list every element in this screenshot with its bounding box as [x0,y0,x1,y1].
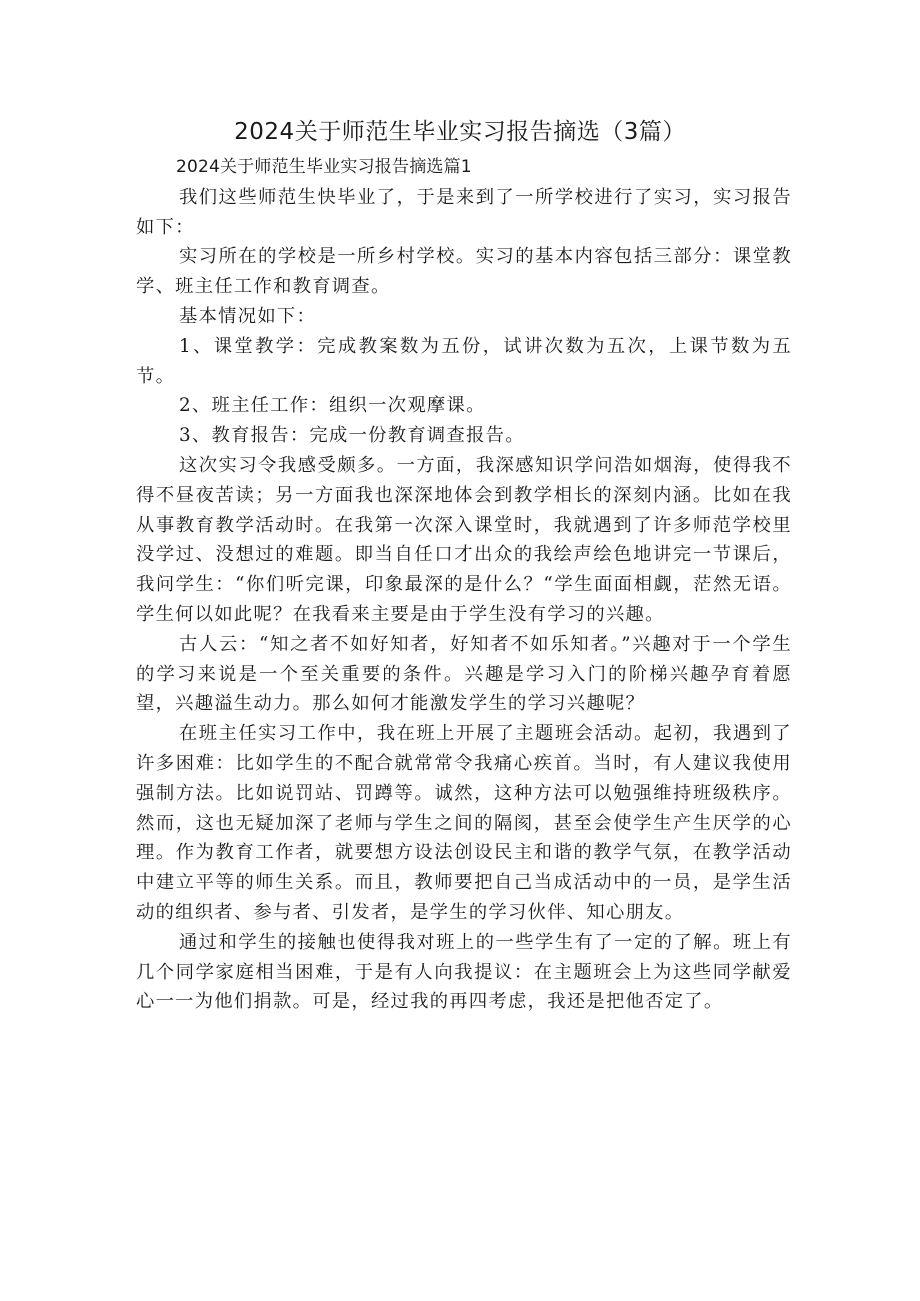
paragraph-school: 实习所在的学校是一所乡村学校。实习的基本内容包括三部分：课堂教学、班主任工作和教育调查。 [136,246,792,298]
paragraph-students: 通过和学生的接触也使得我对班上的一些学生有了一定的了解。班上有几个同学家庭相当困难，于是有人向我提议：在主题班会上为这些同学献爱心一一为他们捐款。可是，经过我的再四考虑，我还是把他否定了。 [136,931,792,1013]
list-item-report: 3、教育报告：完成一份教育调查报告。 [179,425,525,447]
paragraph-interest: 古人云：“知之者不如好知者，好知者不如乐知者。”兴趣对于一个学生的学习来说是一个至关重要的条件。兴趣是学习入门的阶梯兴趣孕育着愿望，兴趣溢生动力。那么如何才能激发学生的学习兴趣呢？ [136,633,792,715]
paragraph-intro: 我们这些师范生快毕业了，于是来到了一所学校进行了实习，实习报告如下： [136,186,792,238]
list-item-teaching: 1、课堂教学：完成教案数为五份，试讲次数为五次，上课节数为五节。 [136,335,792,387]
document-title: 2024关于师范生毕业实习报告摘选（3篇） [234,119,686,145]
paragraph-class-meeting: 在班主任实习工作中，我在班上开展了主题班会活动。起初，我遇到了许多困难：比如学生的不配合就常常令我痛心疾首。当时，有人建议我使用强制方法。比如说罚站、罚蹲等。诚然，这种方法可以勉强维持班级秩序。然而，这也无疑加深了老师与学生之间的隔阂，甚至会使学生产生厌学的心理。作为教育工作者，就要想方设法创设民主和谐的教学气氛，在教学活动中建立平等的师生关系。而且，教师要把自己当成活动中的一员，是学生活动的组织者、参与者、引发者，是学生的学习伙伴、知心朋友。 [136,723,792,923]
section-heading: 2024关于师范生毕业实习报告摘选篇1 [175,157,472,177]
paragraph-basic-info: 基本情况如下： [179,305,317,327]
paragraph-experience: 这次实习令我感受颇多。一方面，我深感知识学问浩如烟海，使得我不得不昼夜苦读；另一方面我也深深地体会到教学相长的深刻内涵。比如在我从事教育教学活动时。在我第一次深入课堂时，我就遇到了许多师范学校里没学过、没想过的难题。即当自任口才出众的我绘声绘色地讲完一节课后，我问学生：“你们听完课，印象最深的是什么？“学生面面相觑，茫然无语。学生何以如此呢？在我看来主要是由于学生没有学习的兴趣。 [136,454,792,625]
document-body [136,153,792,1017]
list-item-headteacher: 2、班主任工作：组织一次观摩课。 [179,395,486,417]
